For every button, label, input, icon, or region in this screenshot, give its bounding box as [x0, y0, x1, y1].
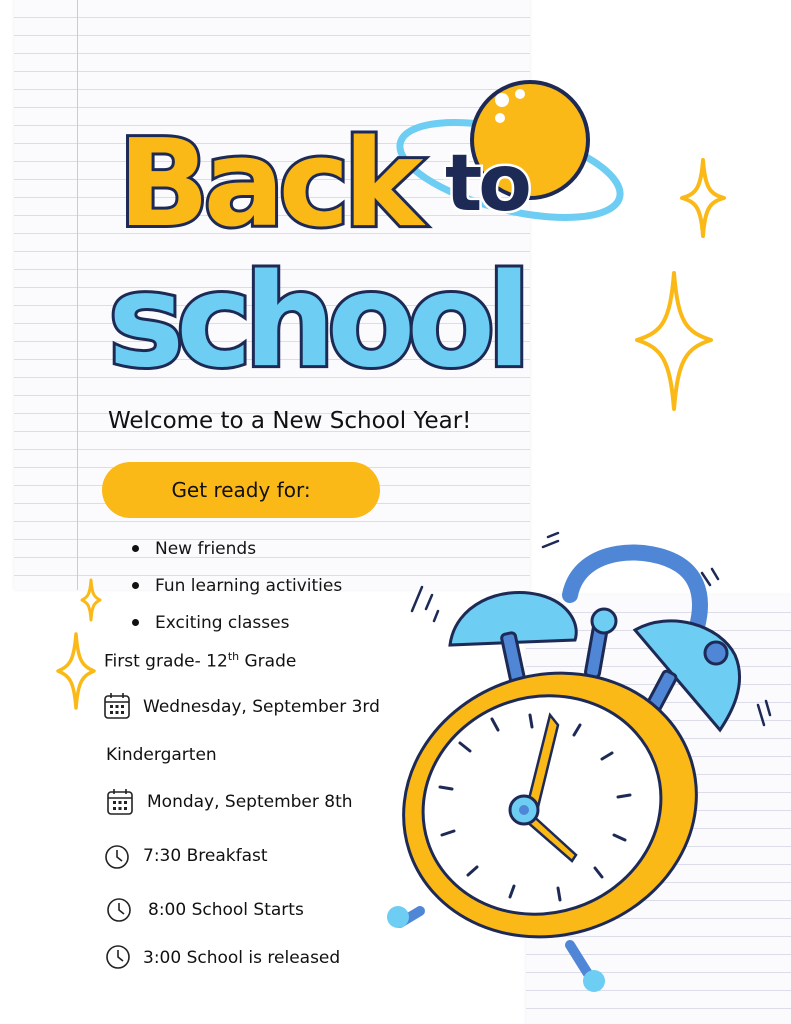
title-to: to [445, 139, 528, 229]
calendar-icon [103, 692, 131, 720]
sparkle-icon [56, 632, 96, 710]
kindergarten-label: Kindergarten [106, 745, 217, 765]
grades-start-date: Wednesday, September 3rd [143, 697, 380, 717]
back-to-school-title [100, 70, 625, 390]
clock-icon [104, 844, 130, 870]
sparkle-icon [80, 578, 102, 622]
bullet-dot [132, 582, 139, 589]
list-item: New friends [132, 530, 342, 567]
list-item: Exciting classes [132, 604, 342, 641]
list-item: Fun learning activities [132, 567, 342, 604]
sparkle-icon [680, 158, 726, 238]
sparkle-icon [634, 270, 714, 412]
get-ready-banner [102, 462, 380, 518]
clock-icon [105, 944, 131, 970]
title-back: Back [118, 115, 418, 254]
grades-label: First grade- 12th Grade [104, 650, 297, 672]
bullet-dot [132, 545, 139, 552]
get-ready-label: Get ready for: [171, 478, 311, 502]
kindergarten-start-date: Monday, September 8th [147, 792, 353, 812]
title-school: school [108, 247, 523, 390]
calendar-icon [106, 788, 134, 816]
clock-icon [106, 897, 132, 923]
time-breakfast: 7:30 Breakfast [143, 846, 268, 866]
welcome-heading: Welcome to a New School Year! [108, 408, 472, 434]
alarm-clock-illustration [380, 525, 780, 1005]
notebook-margin-line [77, 0, 78, 590]
time-school-starts: 8:00 School Starts [148, 900, 304, 920]
get-ready-list [132, 530, 342, 641]
bullet-dot [132, 619, 139, 626]
time-school-released: 3:00 School is released [143, 948, 341, 968]
